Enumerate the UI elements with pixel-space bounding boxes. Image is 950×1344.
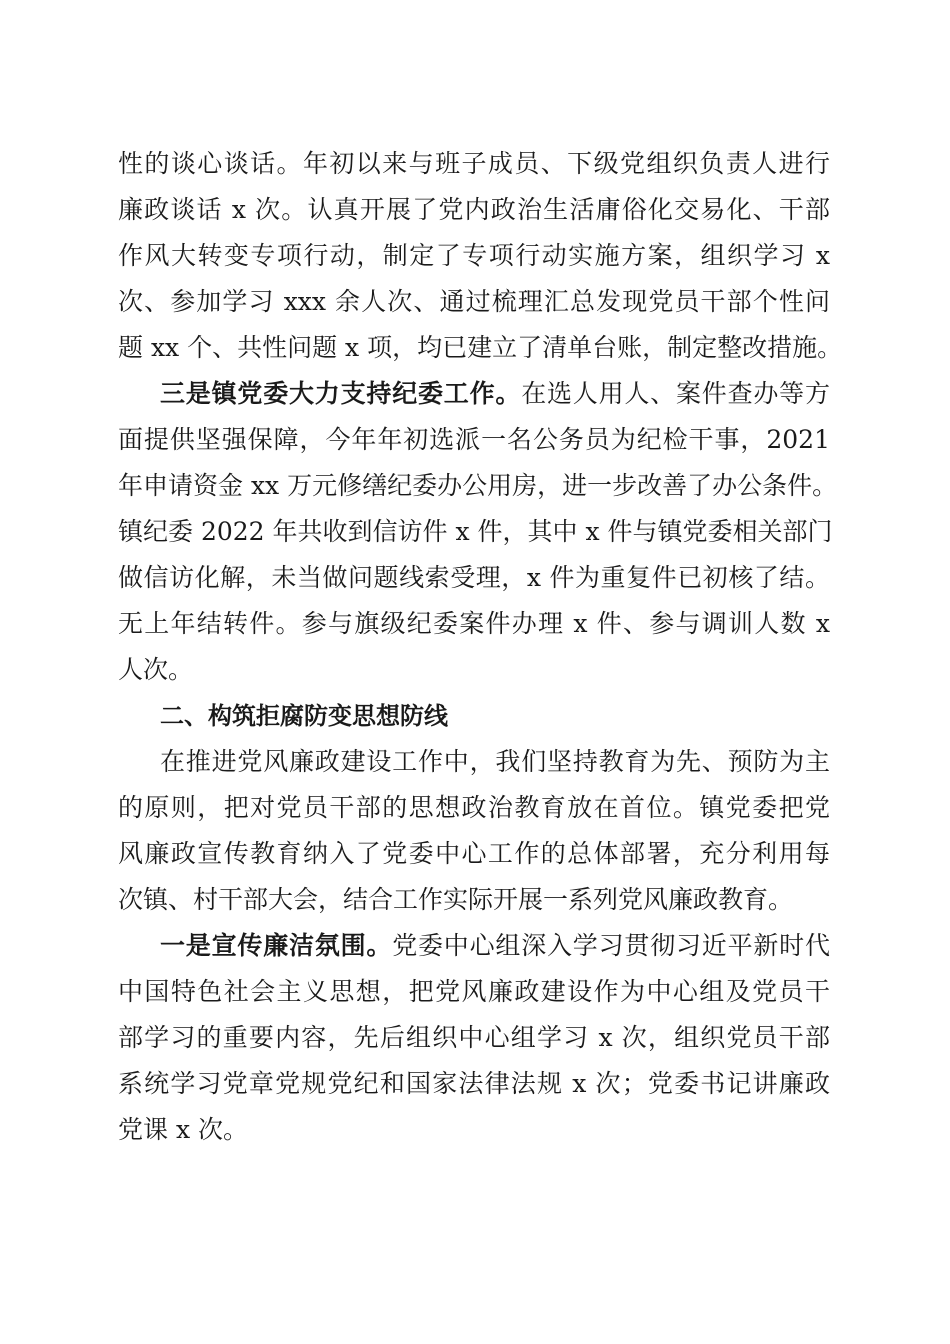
paragraph-line: 人次。	[118, 655, 194, 684]
paragraph-line: 年申请资金 xx 万元修缮纪委办公用房，进一步改善了办公条件。	[118, 471, 838, 500]
paragraph-line: 系统学习党章党规党纪和国家法律法规 x 次；党委书记讲廉政	[118, 1069, 830, 1098]
paragraph-text: 在选人用人、案件查办等方	[521, 379, 830, 408]
paragraph-first-line	[160, 374, 830, 414]
paragraph-line: 党课 x 次。	[118, 1115, 248, 1144]
paragraph-line: 部学习的重要内容，先后组织中心组学习 x 次，组织党员干部	[118, 1023, 830, 1052]
paragraph-line: 的原则，把对党员干部的思想政治教育放在首位。镇党委把党	[118, 793, 830, 822]
paragraph-line: 面提供坚强保障，今年年初选派一名公务员为纪检干事，2021	[118, 425, 830, 454]
paragraph-line: 题 xx 个、共性问题 x 项，均已建立了清单台账，制定整改措施。	[118, 333, 843, 362]
section-heading: 二、构筑拒腐防变思想防线	[160, 702, 448, 730]
paragraph-line: 次、参加学习 xxx 余人次、通过梳理汇总发现党员干部个性问	[118, 287, 830, 316]
paragraph-line: 中国特色社会主义思想，把党风廉政建设作为中心组及党员干	[118, 977, 830, 1006]
paragraph-lead: 三是镇党委大力支持纪委工作。	[160, 379, 522, 408]
paragraph-lead: 一是宣传廉洁氛围。	[160, 931, 393, 960]
paragraph-line: 风廉政宣传教育纳入了党委中心工作的总体部署，充分利用每	[118, 839, 830, 868]
paragraph-line: 作风大转变专项行动，制定了专项行动实施方案，组织学习 x	[118, 241, 830, 270]
paragraph-line: 次镇、村干部大会，结合工作实际开展一系列党风廉政教育。	[118, 885, 794, 914]
paragraph-line: 镇纪委 2022 年共收到信访件 x 件，其中 x 件与镇党委相关部门	[118, 517, 833, 546]
paragraph-line: 廉政谈话 x 次。认真开展了党内政治生活庸俗化交易化、干部	[118, 195, 830, 224]
paragraph-line: 性的谈心谈话。年初以来与班子成员、下级党组织负责人进行	[118, 149, 830, 178]
paragraph-line: 做信访化解，未当做问题线索受理，x 件为重复件已初核了结。	[118, 563, 830, 592]
paragraph-line: 无上年结转件。参与旗级纪委案件办理 x 件、参与调训人数 x	[118, 609, 830, 638]
paragraph-first-line	[160, 926, 830, 966]
paragraph-line: 在推进党风廉政建设工作中，我们坚持教育为先、预防为主	[160, 747, 830, 776]
paragraph-text: 党委中心组深入学习贯彻习近平新时代	[392, 931, 830, 960]
